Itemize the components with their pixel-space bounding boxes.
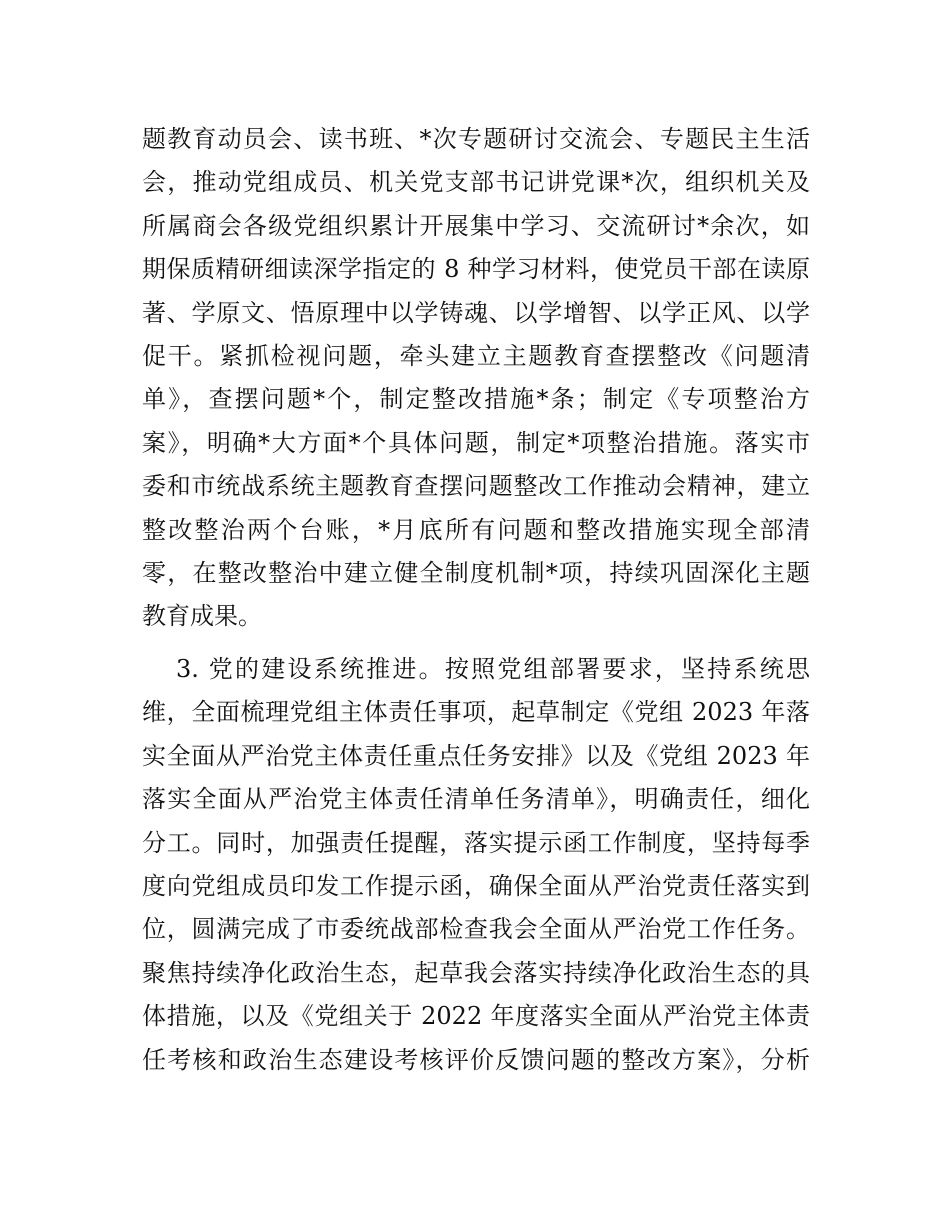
text-line: 分工。同时，加强责任提醒，落实提示函工作制度，坚持每季 (142, 828, 810, 857)
text-line: 实全面从严治党主体责任重点任务安排》以及《党组 2023 年 (142, 741, 810, 770)
text-line: 任考核和政治生态建设考核评价反馈问题的整改方案》，分析 (142, 1045, 810, 1074)
paragraph-theme-education (142, 118, 810, 639)
text-line: 委和市统战系统主题教育查摆问题整改工作推动会精神，建立 (142, 472, 810, 501)
text-line: 度向党组成员印发工作提示函，确保全面从严治党责任落实到 (142, 871, 810, 900)
paragraph-party-building (142, 648, 810, 1082)
section-heading-line: 3. 党的建设系统推进。按照党组部署要求，坚持系统思 (176, 655, 810, 683)
text-line: 著、学原文、悟原理中以学铸魂、以学增智、以学正风、以学 (142, 298, 810, 327)
text-line: 教育成果。 (142, 602, 262, 631)
text-line: 单》，查摆问题*个，制定整改措施*条；制定《专项整治方 (142, 385, 810, 414)
text-line: 体措施，以及《党组关于 2022 年度落实全面从严治党主体责 (142, 1002, 810, 1031)
text-line: 案》，明确*大方面*个具体问题，制定*项整治措施。落实市 (142, 428, 810, 457)
text-line: 落实全面从严治党主体责任清单任务清单》，明确责任，细化 (142, 785, 810, 814)
text-line: 零，在整改整治中建立健全制度机制*项，持续巩固深化主题 (142, 558, 810, 587)
text-line: 会，推动党组成员、机关党支部书记讲党课*次，组织机关及 (142, 168, 810, 197)
text-line: 期保质精研细读深学指定的 8 种学习材料，使党员干部在读原 (142, 255, 810, 284)
text-line: 位，圆满完成了市委统战部检查我会全面从严治党工作任务。 (142, 915, 810, 944)
text-line: 题教育动员会、读书班、*次专题研讨交流会、专题民主生活 (142, 125, 810, 153)
text-line: 聚焦持续净化政治生态，起草我会落实持续净化政治生态的具 (142, 958, 810, 987)
text-line: 维，全面梳理党组主体责任事项，起草制定《党组 2023 年落 (142, 698, 810, 727)
text-line: 整改整治两个台账，*月底所有问题和整改措施实现全部清 (142, 515, 810, 544)
text-line: 所属商会各级党组织累计开展集中学习、交流研讨*余次，如 (142, 211, 810, 240)
text-line: 促干。紧抓检视问题，牵头建立主题教育查摆整改《问题清 (142, 341, 810, 370)
